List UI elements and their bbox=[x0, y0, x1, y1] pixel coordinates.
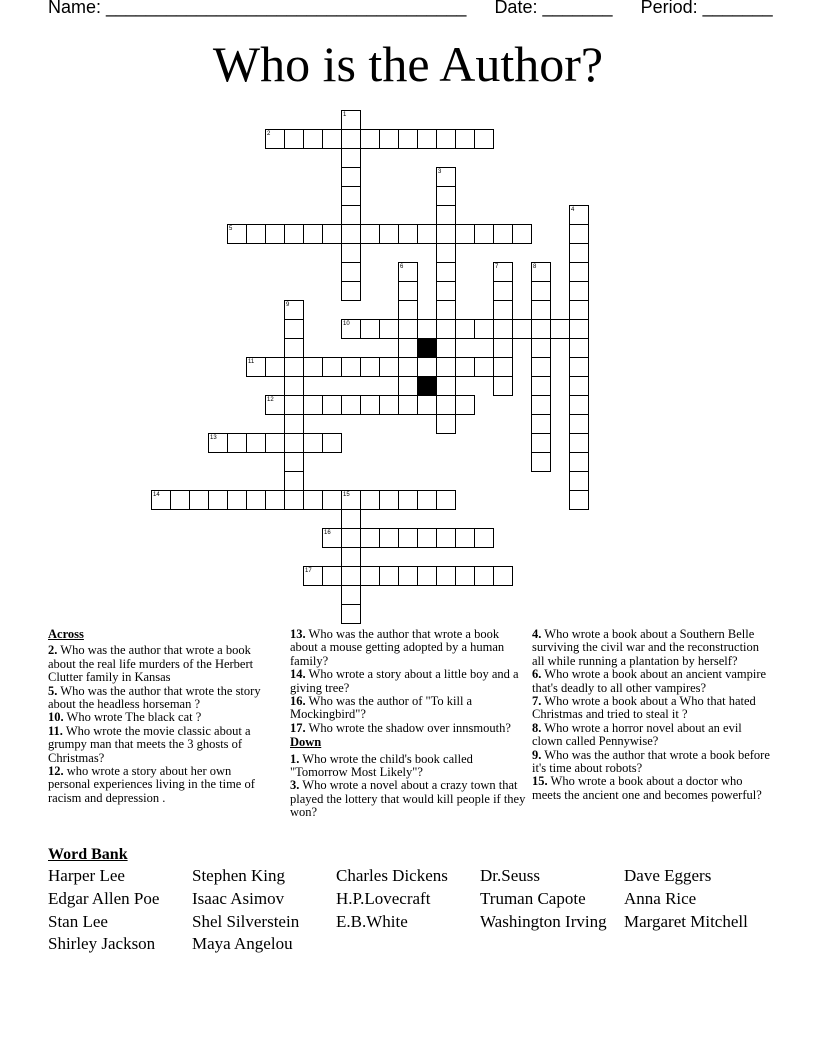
grid-cell[interactable] bbox=[417, 357, 437, 377]
grid-cell[interactable] bbox=[303, 129, 323, 149]
clue-down-3 bbox=[290, 779, 526, 819]
grid-cell[interactable] bbox=[379, 566, 399, 586]
grid-cell[interactable] bbox=[322, 224, 342, 244]
word-bank-item: Edgar Allen Poe bbox=[48, 889, 160, 908]
grid-cell[interactable] bbox=[569, 452, 589, 472]
grid-cell[interactable] bbox=[379, 395, 399, 415]
grid-cell[interactable] bbox=[398, 357, 418, 377]
word-bank-title: Word Bank bbox=[48, 846, 128, 863]
grid-cell[interactable] bbox=[360, 224, 380, 244]
grid-cell[interactable] bbox=[398, 319, 418, 339]
grid-cell[interactable] bbox=[341, 205, 361, 225]
clue-number-label: 8 bbox=[533, 264, 537, 270]
clue-text: Who wrote a book about a doctor who meets the ancient one and becomes powerful? bbox=[532, 774, 762, 802]
grid-cell[interactable] bbox=[417, 528, 437, 548]
grid-cell[interactable] bbox=[417, 395, 437, 415]
grid-cell[interactable] bbox=[531, 433, 551, 453]
grid-cell[interactable] bbox=[303, 357, 323, 377]
grid-cell[interactable] bbox=[341, 547, 361, 567]
word-bank-item: Washington Irving bbox=[480, 912, 607, 931]
grid-cell[interactable] bbox=[455, 224, 475, 244]
clue-number: 13. bbox=[290, 627, 306, 641]
clue-across-17 bbox=[290, 722, 526, 735]
grid-cell[interactable] bbox=[341, 395, 361, 415]
grid-cell[interactable] bbox=[265, 224, 285, 244]
grid-cell[interactable] bbox=[322, 433, 342, 453]
grid-cell[interactable] bbox=[341, 224, 361, 244]
grid-cell[interactable] bbox=[360, 490, 380, 510]
grid-cell[interactable] bbox=[227, 490, 247, 510]
grid-cell[interactable] bbox=[455, 129, 475, 149]
clue-number: 3. bbox=[290, 778, 300, 793]
grid-cell[interactable] bbox=[531, 376, 551, 396]
grid-cell[interactable] bbox=[455, 395, 475, 415]
grid-cell[interactable] bbox=[493, 566, 513, 586]
clue-number-label: 17 bbox=[305, 568, 312, 574]
grid-cell[interactable] bbox=[569, 490, 589, 510]
clue-down-15 bbox=[532, 775, 772, 802]
grid-cell[interactable] bbox=[569, 414, 589, 434]
clue-text: Who wrote The black cat ? bbox=[63, 710, 202, 725]
clue-text: Who wrote a book about an ancient vampire that's deadly to all other vampires? bbox=[532, 667, 767, 695]
clue-number-label: 13 bbox=[210, 435, 217, 441]
grid-cell[interactable] bbox=[417, 319, 437, 339]
grid-cell[interactable] bbox=[512, 319, 532, 339]
grid-cell[interactable] bbox=[322, 566, 342, 586]
clue-number-label: 14 bbox=[153, 492, 160, 498]
grid-cell[interactable] bbox=[341, 167, 361, 187]
clue-number-label: 1 bbox=[343, 112, 347, 118]
grid-cell[interactable] bbox=[284, 224, 304, 244]
clue-number-label: 5 bbox=[229, 226, 233, 232]
word-bank-item: Isaac Asimov bbox=[192, 889, 285, 908]
grid-cell[interactable] bbox=[341, 281, 361, 301]
grid-cell[interactable] bbox=[398, 395, 418, 415]
clue-number: 8. bbox=[532, 720, 542, 735]
word-bank-item: Dave Eggers bbox=[624, 866, 712, 885]
word-bank-item: Charles Dickens bbox=[336, 866, 448, 885]
grid-cell[interactable] bbox=[531, 395, 551, 415]
clue-text: Who wrote a horror novel about an evil clown called Pennywise? bbox=[532, 720, 742, 749]
grid-cell[interactable] bbox=[303, 490, 323, 510]
clue-down-6 bbox=[532, 668, 772, 695]
grid-cell[interactable] bbox=[360, 129, 380, 149]
grid-cell[interactable] bbox=[550, 319, 570, 339]
grid-cell[interactable] bbox=[436, 528, 456, 548]
grid-cell[interactable] bbox=[493, 338, 513, 358]
grid-cell[interactable] bbox=[436, 566, 456, 586]
grid-cell[interactable] bbox=[379, 129, 399, 149]
grid-cell[interactable] bbox=[322, 357, 342, 377]
grid-cell[interactable] bbox=[341, 509, 361, 529]
clue-number-label: 9 bbox=[286, 302, 290, 308]
grid-cell[interactable] bbox=[569, 319, 589, 339]
grid-cell[interactable] bbox=[455, 319, 475, 339]
clue-text: Who wrote a novel about a crazy town that played the lottery that would kill people if they won? bbox=[290, 778, 526, 820]
clue-down-7 bbox=[532, 695, 772, 722]
grid-cell[interactable] bbox=[284, 395, 304, 415]
grid-cell[interactable] bbox=[436, 395, 456, 415]
clue-text: Who was the author that wrote the story about the headless horseman ? bbox=[48, 683, 261, 712]
grid-cell[interactable] bbox=[436, 129, 456, 149]
clue-number: 10. bbox=[48, 710, 64, 725]
clue-text: Who was the author that wrote a book before it's time about robots? bbox=[532, 747, 770, 776]
grid-cell[interactable] bbox=[474, 528, 494, 548]
blocked-cell bbox=[417, 376, 436, 395]
grid-cell[interactable] bbox=[265, 433, 285, 453]
grid-cell[interactable] bbox=[360, 566, 380, 586]
grid-cell[interactable] bbox=[379, 528, 399, 548]
grid-cell[interactable] bbox=[531, 452, 551, 472]
grid-cell[interactable] bbox=[398, 338, 418, 358]
grid-cell[interactable] bbox=[569, 471, 589, 491]
name-field-label[interactable]: Name: ____________________________________ bbox=[48, 0, 467, 17]
word-bank-item: Anna Rice bbox=[624, 889, 697, 908]
grid-cell[interactable] bbox=[170, 490, 190, 510]
clue-text: Who wrote a book about a Who that hated Christmas and tried to steal it ? bbox=[532, 694, 756, 722]
grid-cell[interactable] bbox=[341, 585, 361, 605]
grid-cell[interactable] bbox=[436, 357, 456, 377]
clue-number: 4. bbox=[532, 627, 542, 641]
grid-cell[interactable] bbox=[284, 357, 304, 377]
grid-cell[interactable] bbox=[417, 566, 437, 586]
clue-number-label: 12 bbox=[267, 397, 274, 403]
clue-number: 11. bbox=[48, 723, 63, 738]
clue-number: 12. bbox=[48, 764, 64, 779]
grid-cell[interactable] bbox=[284, 319, 304, 339]
clue-number-label: 6 bbox=[400, 264, 404, 270]
word-bank-item: Truman Capote bbox=[480, 889, 586, 908]
clues-column-3 bbox=[532, 628, 772, 802]
grid-cell[interactable] bbox=[436, 300, 456, 320]
grid-cell[interactable] bbox=[284, 452, 304, 472]
clue-number: 14. bbox=[290, 667, 306, 682]
clue-down-9 bbox=[532, 749, 772, 776]
word-bank-item: Stan Lee bbox=[48, 912, 108, 931]
clue-text: Who was the author that wrote a book about a mouse getting adopted by a human family? bbox=[290, 627, 505, 668]
grid-cell[interactable] bbox=[531, 319, 551, 339]
clue-number: 16. bbox=[290, 694, 306, 709]
grid-cell[interactable] bbox=[379, 224, 399, 244]
grid-cell[interactable] bbox=[322, 490, 342, 510]
grid-cell[interactable] bbox=[474, 357, 494, 377]
grid-cell[interactable] bbox=[455, 566, 475, 586]
clue-text: Who wrote the shadow over innsmouth? bbox=[305, 720, 511, 735]
grid-cell[interactable] bbox=[284, 338, 304, 358]
grid-cell[interactable] bbox=[436, 338, 456, 358]
grid-cell[interactable] bbox=[246, 224, 266, 244]
word-bank-item: E.B.White bbox=[336, 912, 408, 931]
grid-cell[interactable] bbox=[303, 224, 323, 244]
grid-cell[interactable] bbox=[341, 148, 361, 168]
word-bank-item: Shirley Jackson bbox=[48, 934, 156, 953]
grid-cell[interactable] bbox=[417, 224, 437, 244]
grid-cell[interactable] bbox=[284, 414, 304, 434]
grid-cell[interactable] bbox=[474, 566, 494, 586]
grid-cell[interactable] bbox=[322, 129, 342, 149]
grid-cell[interactable] bbox=[398, 129, 418, 149]
clue-number-label: 3 bbox=[438, 169, 442, 175]
word-bank-item: Margaret Mitchell bbox=[624, 912, 748, 931]
clue-number: 7. bbox=[532, 694, 542, 709]
clue-number-label: 11 bbox=[248, 359, 255, 365]
clue-number-label: 10 bbox=[343, 321, 350, 327]
grid-cell[interactable] bbox=[569, 300, 589, 320]
clue-text: Who wrote the child's book called "Tomorrow Most Likely"? bbox=[290, 751, 473, 780]
grid-cell[interactable] bbox=[531, 300, 551, 320]
grid-cell[interactable] bbox=[512, 224, 532, 244]
clue-across-13 bbox=[290, 628, 526, 668]
grid-cell[interactable] bbox=[341, 262, 361, 282]
word-bank-item: Harper Lee bbox=[48, 866, 125, 885]
clue-across-16 bbox=[290, 695, 526, 722]
grid-cell[interactable] bbox=[531, 338, 551, 358]
grid-cell[interactable] bbox=[379, 357, 399, 377]
grid-cell[interactable] bbox=[360, 395, 380, 415]
grid-cell[interactable] bbox=[341, 186, 361, 206]
grid-cell[interactable] bbox=[436, 205, 456, 225]
grid-cell[interactable] bbox=[474, 319, 494, 339]
clue-down-4 bbox=[532, 628, 772, 668]
period-field-label[interactable]: Period: _______ bbox=[640, 0, 773, 17]
word-bank-item: Stephen King bbox=[192, 866, 286, 885]
grid-cell[interactable] bbox=[436, 414, 456, 434]
grid-cell[interactable] bbox=[474, 224, 494, 244]
grid-cell[interactable] bbox=[398, 566, 418, 586]
grid-cell[interactable] bbox=[569, 395, 589, 415]
grid-cell[interactable] bbox=[569, 281, 589, 301]
date-field-label[interactable]: Date: _______ bbox=[494, 0, 613, 17]
grid-cell[interactable] bbox=[436, 376, 456, 396]
clues-column-2 bbox=[290, 628, 526, 820]
grid-cell[interactable] bbox=[398, 528, 418, 548]
grid-cell[interactable] bbox=[417, 490, 437, 510]
grid-cell[interactable] bbox=[436, 224, 456, 244]
grid-cell[interactable] bbox=[569, 433, 589, 453]
clue-text: Who wrote a story about a little boy and a giving tree? bbox=[290, 667, 519, 695]
grid-cell[interactable] bbox=[569, 357, 589, 377]
grid-cell[interactable] bbox=[531, 414, 551, 434]
grid-cell[interactable] bbox=[398, 224, 418, 244]
grid-cell[interactable] bbox=[341, 604, 361, 624]
grid-cell[interactable] bbox=[455, 528, 475, 548]
grid-cell[interactable] bbox=[341, 528, 361, 548]
grid-cell[interactable] bbox=[303, 433, 323, 453]
grid-cell[interactable] bbox=[379, 490, 399, 510]
clue-text: Who was the author that wrote a book about the real life murders of the Herbert Clutter family in Kansas bbox=[48, 643, 254, 685]
clue-text: Who wrote the movie classic about a grumpy man that meets the 3 ghosts of Christmas? bbox=[48, 723, 251, 765]
clue-across-14 bbox=[290, 668, 526, 695]
grid-cell[interactable] bbox=[189, 490, 209, 510]
grid-cell[interactable] bbox=[284, 433, 304, 453]
grid-cell[interactable] bbox=[474, 129, 494, 149]
grid-cell[interactable] bbox=[322, 395, 342, 415]
grid-cell[interactable] bbox=[455, 357, 475, 377]
clue-down-8 bbox=[532, 722, 772, 749]
clue-across-2 bbox=[48, 644, 270, 684]
clue-number-label: 15 bbox=[343, 492, 350, 498]
grid-cell[interactable] bbox=[531, 357, 551, 377]
grid-cell[interactable] bbox=[398, 376, 418, 396]
clue-number: 6. bbox=[532, 667, 542, 682]
word-bank-item: H.P.Lovecraft bbox=[336, 889, 431, 908]
grid-cell[interactable] bbox=[493, 357, 513, 377]
down-heading: Down bbox=[290, 735, 322, 750]
clue-number-label: 2 bbox=[267, 131, 271, 137]
grid-cell[interactable] bbox=[436, 281, 456, 301]
grid-cell[interactable] bbox=[265, 357, 285, 377]
clue-number: 1. bbox=[290, 751, 300, 766]
word-bank-item: Dr.Seuss bbox=[480, 866, 540, 885]
clue-number: 5. bbox=[48, 683, 58, 698]
grid-cell[interactable] bbox=[284, 129, 304, 149]
word-bank-item: Maya Angelou bbox=[192, 934, 293, 953]
clue-number: 17. bbox=[290, 720, 306, 735]
grid-cell[interactable] bbox=[531, 281, 551, 301]
grid-cell[interactable] bbox=[284, 471, 304, 491]
grid-cell[interactable] bbox=[341, 566, 361, 586]
grid-cell[interactable] bbox=[341, 357, 361, 377]
grid-cell[interactable] bbox=[436, 490, 456, 510]
clue-across-5 bbox=[48, 685, 270, 712]
clue-down-1 bbox=[290, 753, 526, 780]
grid-cell[interactable] bbox=[360, 357, 380, 377]
grid-cell[interactable] bbox=[493, 319, 513, 339]
grid-cell[interactable] bbox=[493, 376, 513, 396]
grid-cell[interactable] bbox=[569, 262, 589, 282]
clue-across-10 bbox=[48, 711, 270, 724]
grid-cell[interactable] bbox=[379, 319, 399, 339]
grid-cell[interactable] bbox=[436, 186, 456, 206]
grid-cell[interactable] bbox=[417, 129, 437, 149]
grid-cell[interactable] bbox=[569, 338, 589, 358]
clue-across-12 bbox=[48, 765, 270, 805]
grid-cell[interactable] bbox=[436, 319, 456, 339]
grid-cell[interactable] bbox=[398, 490, 418, 510]
grid-cell[interactable] bbox=[569, 376, 589, 396]
clue-text: Who was the author of "To kill a Mockingbird"? bbox=[290, 694, 473, 722]
grid-cell[interactable] bbox=[493, 224, 513, 244]
grid-cell[interactable] bbox=[360, 528, 380, 548]
grid-cell[interactable] bbox=[208, 490, 228, 510]
clue-number: 15. bbox=[532, 774, 548, 789]
grid-cell[interactable] bbox=[341, 243, 361, 263]
clue-number: 2. bbox=[48, 643, 58, 658]
clue-number-label: 4 bbox=[571, 207, 575, 213]
grid-cell[interactable] bbox=[284, 490, 304, 510]
clue-number-label: 16 bbox=[324, 530, 331, 536]
grid-cell[interactable] bbox=[436, 262, 456, 282]
grid-cell[interactable] bbox=[246, 490, 266, 510]
grid-cell[interactable] bbox=[227, 433, 247, 453]
grid-cell[interactable] bbox=[265, 490, 285, 510]
grid-cell[interactable] bbox=[398, 281, 418, 301]
grid-cell[interactable] bbox=[246, 433, 266, 453]
across-heading: Across bbox=[48, 627, 84, 641]
blocked-cell bbox=[417, 338, 436, 357]
clues-column-1 bbox=[48, 628, 270, 805]
word-bank-item: Shel Silverstein bbox=[192, 912, 300, 931]
grid-cell[interactable] bbox=[436, 243, 456, 263]
clue-across-11 bbox=[48, 725, 270, 765]
page-title: Who is the Author? bbox=[212, 36, 604, 92]
clue-number-label: 7 bbox=[495, 264, 499, 270]
grid-cell[interactable] bbox=[341, 129, 361, 149]
grid-cell[interactable] bbox=[303, 395, 323, 415]
clue-number: 9. bbox=[532, 747, 542, 762]
grid-cell[interactable] bbox=[569, 243, 589, 263]
grid-cell[interactable] bbox=[493, 300, 513, 320]
grid-cell[interactable] bbox=[360, 319, 380, 339]
grid-cell[interactable] bbox=[569, 224, 589, 244]
grid-cell[interactable] bbox=[284, 376, 304, 396]
clue-text: who wrote a story about her own personal experiences living in the time of racism and depression . bbox=[48, 764, 255, 805]
grid-cell[interactable] bbox=[493, 281, 513, 301]
grid-cell[interactable] bbox=[398, 300, 418, 320]
clue-text: Who wrote a book about a Southern Belle surviving the civil war and the reconstruction all while running a plantation by herself? bbox=[532, 627, 760, 668]
